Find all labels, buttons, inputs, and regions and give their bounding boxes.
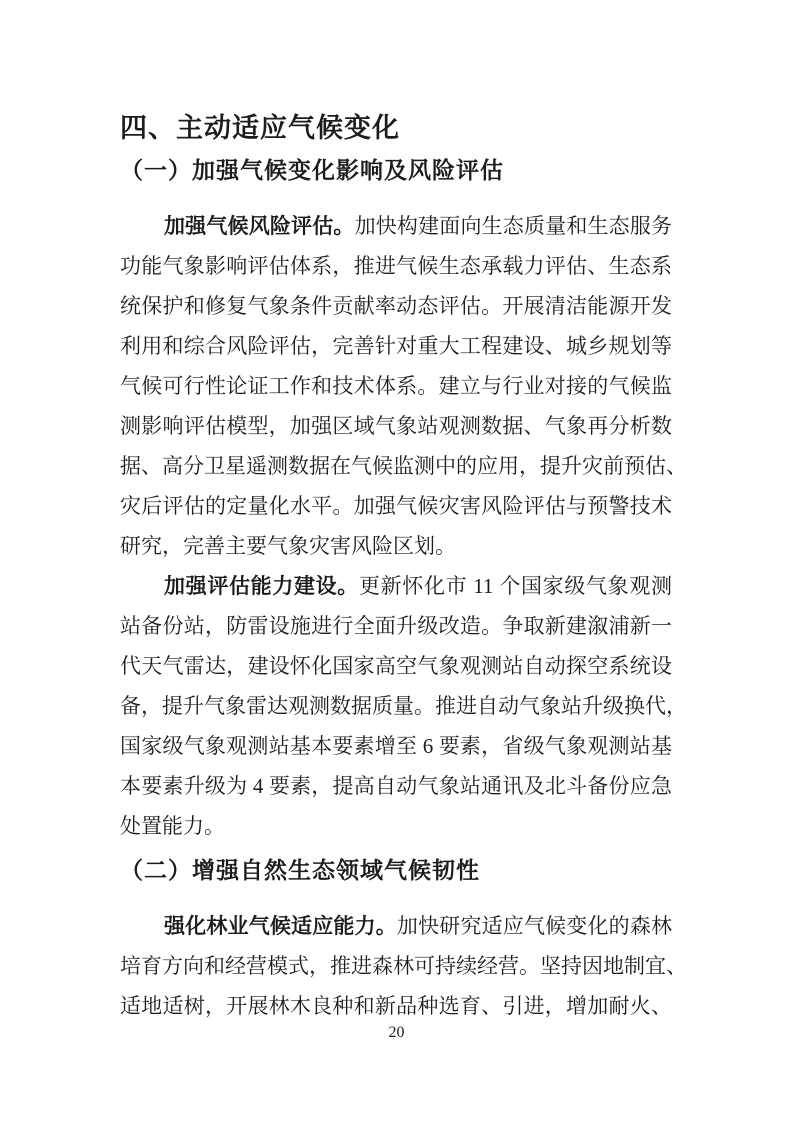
paragraph-text: 测影响评估模型，加强区域气象站观测数据、气象再分析数 xyxy=(120,414,672,438)
paragraph xyxy=(120,206,687,566)
paragraph-text: 培育方向和经营模式，推进森林可持续经营。坚持因地制宜、 xyxy=(120,954,687,978)
text-line xyxy=(120,606,672,646)
text-line xyxy=(120,986,672,1026)
text-line xyxy=(120,946,687,986)
text-line xyxy=(120,286,672,326)
paragraph-text: 统保护和修复气象条件贡献率动态评估。开展清洁能源开发 xyxy=(120,294,672,318)
text-line xyxy=(120,366,672,406)
paragraph-text: 研究，完善主要气象灾害风险区划。 xyxy=(120,534,456,558)
paragraph-text: 加快构建面向生态质量和生态服务 xyxy=(354,214,673,238)
text-line xyxy=(120,566,672,606)
text-line xyxy=(120,486,672,526)
text-line xyxy=(120,246,672,286)
paragraph-text: 灾后评估的定量化水平。加强气候灾害风险评估与预警技术 xyxy=(120,494,672,518)
paragraph-text: 本要素升级为 4 要素，提高自动气象站通讯及北斗备份应急 xyxy=(120,774,672,798)
text-line xyxy=(120,326,672,366)
paragraph-text: 据、高分卫星遥测数据在气候监测中的应用，提升灾前预估、 xyxy=(120,454,687,478)
paragraph-text: 代天气雷达，建设怀化国家高空气象观测站自动探空系统设 xyxy=(120,654,672,678)
text-line xyxy=(120,906,672,946)
text-line xyxy=(120,686,687,726)
text-line xyxy=(120,806,672,846)
paragraph-text: 加快研究适应气候变化的森林 xyxy=(396,914,673,938)
document-body xyxy=(120,156,687,1026)
text-line xyxy=(120,206,672,246)
paragraph-lead-text: 强化林业气候适应能力。 xyxy=(164,914,397,938)
section-heading: （一）加强气候变化影响及风险评估 xyxy=(120,158,504,183)
text-line xyxy=(120,726,672,766)
text-line xyxy=(120,446,687,486)
text-line xyxy=(120,766,672,806)
section-heading: （二）增强自然生态领域气候韧性 xyxy=(120,858,480,883)
paragraph-lead-text: 加强气候风险评估。 xyxy=(164,214,355,238)
paragraph xyxy=(120,566,687,846)
paragraph-text: 功能气象影响评估体系，推进气候生态承载力评估、生态系 xyxy=(120,254,672,278)
paragraph-text: 适地适树，开展林木良种和新品种选育、引进，增加耐火、 xyxy=(120,994,672,1018)
paragraph-text: 更新怀化市 11 个国家级气象观测 xyxy=(358,574,672,598)
page-number: 20 xyxy=(388,1024,405,1041)
paragraph-text: 备，提升气象雷达观测数据质量。推进自动气象站升级换代， xyxy=(120,694,687,718)
chapter-heading: 四、主动适应气候变化 xyxy=(120,113,400,143)
paragraph-text: 气候可行性论证工作和技术体系。建立与行业对接的气候监 xyxy=(120,374,672,398)
text-line xyxy=(120,526,672,566)
text-line xyxy=(120,646,672,686)
paragraph-text: 站备份站，防雷设施进行全面升级改造。争取新建溆浦新一 xyxy=(120,614,672,638)
paragraph-lead-text: 加强评估能力建设。 xyxy=(164,574,359,598)
paragraph-text: 利用和综合风险评估，完善针对重大工程建设、城乡规划等 xyxy=(120,334,672,358)
paragraph xyxy=(120,906,687,1026)
paragraph-text: 国家级气象观测站基本要素增至 6 要素，省级气象观测站基 xyxy=(120,734,672,758)
paragraph-text: 处置能力。 xyxy=(120,814,225,838)
text-line xyxy=(120,406,672,446)
